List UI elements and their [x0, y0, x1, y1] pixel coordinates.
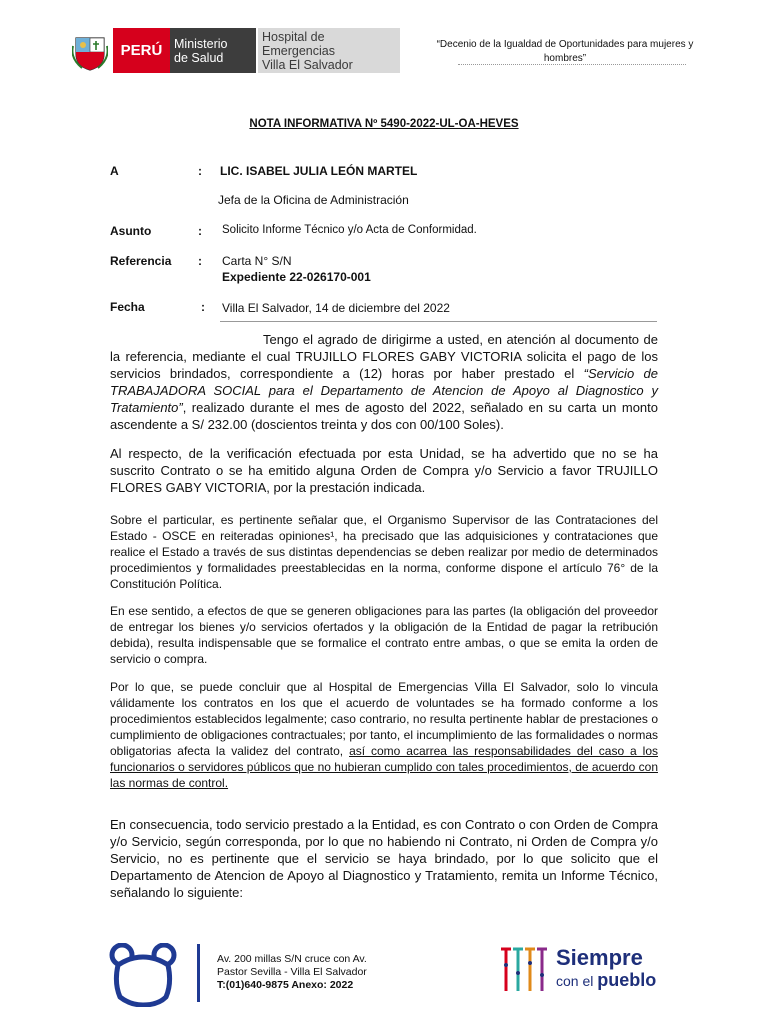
a-colon: : [198, 164, 202, 178]
decade-slogan [420, 38, 710, 66]
ministerio-line2: de Salud [174, 50, 224, 65]
address-phone: T:(01)640-9875 Anexo: 2022 [217, 979, 354, 991]
referencia-colon: : [198, 254, 202, 268]
ministerio-badge [170, 28, 256, 73]
siempre-word: Siempre [556, 945, 643, 970]
hospital-line2: Villa El Salvador [262, 57, 353, 72]
paragraph-5-text: Por lo que, se puede concluir que al Hospital de Emergencias Villa El Salvador, solo lo vincula válidamente los contratos en los que el acuerdo de voluntades se ha formado conforme a los procedimientos establecidos legalmente; caso contrario, no resulta pertinente hablar de prestaciones o cumplimiento de obligaciones contractuales; por tanto, el incumplimiento de las formalidades o normas obligatorias afecta la validez del contrato, [110, 680, 658, 758]
paragraph-4: En ese sentido, a efectos de que se generen obligaciones para las partes (la obligación del proveedor de entregar los bienes y/o servicios ofertados y la obligación de la Entidad de pagar la retribución debida), resulta indispensable que se formalice el contrato entre ambas, o que se emita la orden de servicio o compra. [110, 604, 658, 666]
paragraph-3: Sobre el particular, es pertinente señalar que, el Organismo Supervisor de las Contrataciones del Estado - OSCE en reiteradas opiniones¹, ha precisado que las adquisiciones y contrataciones que realice el Estado a través de sus distintas dependencias se deben realizar por medio de determinados procedimientos y formalidades preestablecidas en la norma, conforme dispone el artículo 76° de la Constitución Política. [110, 513, 658, 591]
asunto-value: Solicito Informe Técnico y/o Acta de Conformidad. [222, 224, 477, 236]
footer-address [217, 953, 367, 992]
peru-crest-icon [72, 32, 108, 72]
address-line2: Pastor Sevilla - Villa El Salvador [217, 966, 367, 978]
hospital-line1: Hospital de Emergencias [262, 29, 335, 58]
a-value: LIC. ISABEL JULIA LEÓN MARTEL [220, 164, 418, 178]
bear-logo-icon [108, 943, 178, 1007]
siempre-figures-icon [497, 945, 555, 995]
fecha-label: Fecha [110, 300, 145, 314]
hospital-badge [258, 28, 400, 73]
paragraph-1-text-b: , realizado durante el mes de agosto del 2022, señalado en su carta un monto ascendente a S/ 232.00 (doscientos treinta y dos con 00/100 Soles). [110, 400, 658, 432]
a-role: Jefa de la Oficina de Administración [218, 193, 409, 207]
paragraph-1-text-a: Tengo el agrado de dirigirme a usted, en atención al documento de la referencia, mediante el cual TRUJILLO FLORES GABY VICTORIA solicita el pago de los servicios brindados, correspondiente a (12) horas por haber prestado el [110, 332, 658, 381]
decade-line1: “Decenio de la Igualdad de Oportunidades para mujeres y [436, 39, 694, 50]
siempre-logo [556, 945, 656, 990]
asunto-label: Asunto [110, 224, 152, 238]
a-label: A [110, 164, 119, 178]
siempre-pueblo: pueblo [597, 970, 657, 990]
referencia-label: Referencia [110, 254, 172, 268]
decade-line2: hombres” [543, 53, 587, 64]
peru-badge [113, 28, 170, 73]
paragraph-6: En consecuencia, todo servicio prestado a la Entidad, es con Contrato o con Orden de Compra y/o Servicio, según corresponda, por lo que no habiendo ni Contrato, ni Orden de Compra y/o Servicio, no es pertinente que el servicio se haya brindado, por lo que solicito que el Departamento de Atencion de Apoyo al Diagnostico y Tratamiento, remita un Informe Técnico, señalando lo siguiente: [110, 817, 658, 900]
peru-label: PERÚ [120, 42, 163, 59]
paragraph-1 [110, 331, 658, 433]
siempre-con: con el [556, 973, 594, 989]
header-divider [458, 64, 686, 65]
referencia-value2: Expediente 22-026170-001 [222, 270, 371, 284]
footer-divider [197, 944, 200, 1002]
fecha-value: Villa El Salvador, 14 de diciembre del 2022 [222, 301, 450, 315]
asunto-colon: : [198, 224, 202, 238]
document-title: NOTA INFORMATIVA Nº 5490-2022-UL-OA-HEVES [249, 118, 519, 130]
paragraph-5-underlined: así como acarrea las responsabilidades del caso a los funcionarios o servidores públicos que no hubieran cumplido con tales procedimientos, de acuerdo con las normas de control. [110, 744, 658, 790]
ministerio-line1: Ministerio [174, 36, 228, 51]
fecha-colon: : [201, 300, 205, 314]
paragraph-2: Al respecto, de la verificación efectuada por esta Unidad, se ha advertido que no se ha suscrito Contrato o se ha emitido alguna Orden de Compra y/o Servicio a favor TRUJILLO FLORES GABY VICTORIA, por la prestación indicada. [110, 446, 658, 495]
paragraph-5 [110, 679, 658, 791]
address-line1: Av. 200 millas S/N cruce con Av. [217, 953, 367, 965]
referencia-value1: Carta N° S/N [222, 254, 292, 268]
paragraph-1-italic: “Servicio de TRABAJADORA SOCIAL para el Departamento de Atencion de Apoyo al Diagnostico y Tratamiento” [110, 366, 658, 415]
field-divider [220, 321, 657, 322]
